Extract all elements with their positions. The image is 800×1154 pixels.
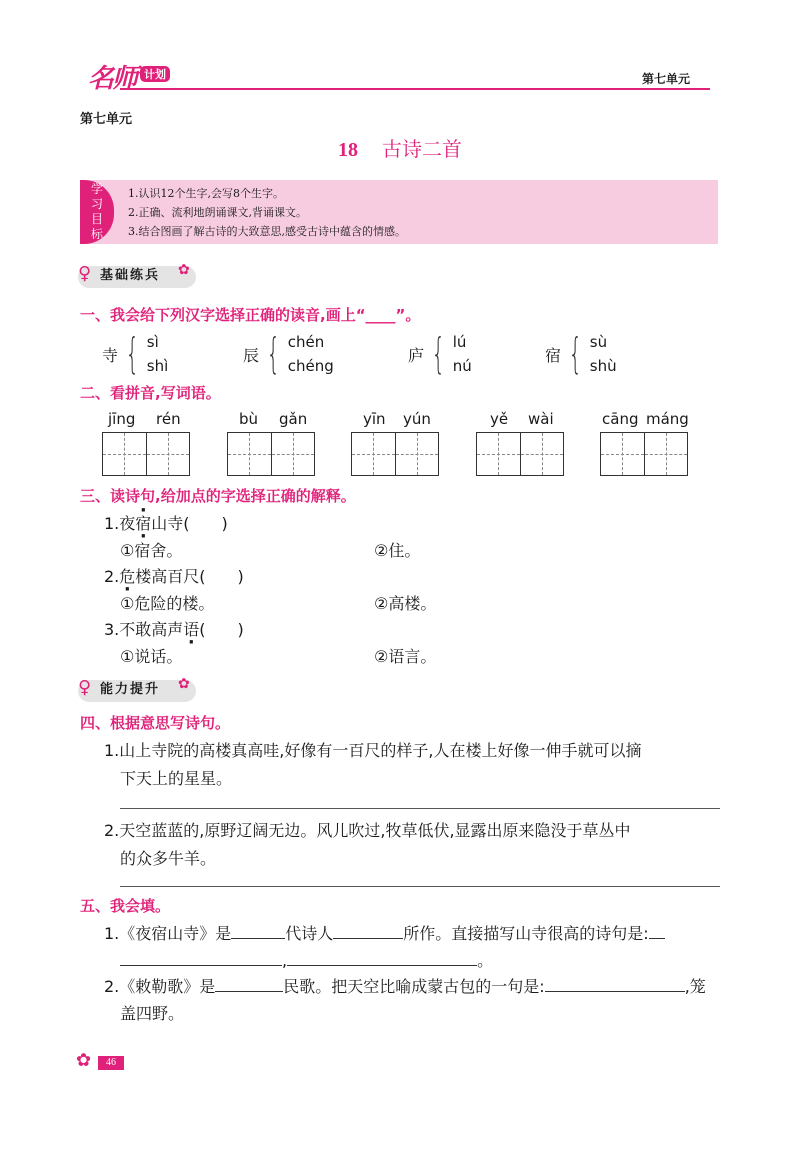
q3-text: ( ) — [199, 620, 244, 639]
q3-item — [104, 511, 228, 534]
brace-icon: { — [266, 329, 281, 378]
writing-grid[interactable] — [476, 432, 564, 476]
flower-icon: ✿ — [178, 676, 190, 692]
unit-label: 第七单元 — [80, 112, 133, 127]
pinyin: yīn — [363, 410, 386, 428]
writing-grid[interactable] — [351, 432, 439, 476]
q5-line: 盖四野。 — [120, 1004, 185, 1023]
q4-text: 1.山上寺院的高楼真高哇,好像有一百尺的样子,人在楼上好像一伸手就可以摘 — [104, 741, 642, 760]
q1-title: 一、我会给下列汉字选择正确的读音,画上“____”。 — [80, 306, 421, 324]
pinyin-option[interactable]: sì — [146, 333, 159, 351]
q5-text: , — [282, 951, 288, 970]
fill-blank[interactable] — [545, 975, 685, 992]
q5-line — [104, 974, 706, 997]
goals-badge-char: 学 — [90, 182, 103, 196]
pinyin-option[interactable]: nú — [452, 357, 472, 375]
goals-badge — [80, 180, 114, 244]
header-rule — [120, 88, 710, 90]
q1-group — [102, 330, 168, 378]
brace-icon: { — [568, 329, 583, 378]
q5-text: 民歌。把天空比喻成蒙古包的一句是: — [283, 977, 545, 996]
q5-title: 五、我会填。 — [80, 897, 171, 915]
q3-option[interactable]: ②高楼。 — [374, 594, 437, 613]
dotted-char: 宿 — [135, 514, 152, 533]
q3-item — [104, 617, 244, 640]
goal-item: 2.正确、流利地朗诵课文,背诵课文。 — [128, 206, 307, 219]
q2-title: 二、看拼音,写词语。 — [80, 384, 221, 402]
q3-option[interactable]: ①说话。 — [120, 647, 183, 666]
goals-badge-char: 标 — [90, 227, 103, 241]
pinyin: jīng — [108, 410, 136, 428]
pinyin: yún — [403, 410, 431, 428]
q1-char: 庐 — [408, 345, 425, 365]
logo-sub: 计划 — [140, 66, 170, 82]
q1-char: 寺 — [102, 345, 119, 365]
brace-icon: { — [431, 329, 446, 378]
q1-group — [243, 330, 334, 378]
fill-blank[interactable] — [231, 922, 285, 939]
girl-icon: ♀ — [78, 263, 92, 284]
q2-word — [227, 410, 317, 478]
writing-grid[interactable] — [227, 432, 315, 476]
q3-option[interactable]: ②语言。 — [374, 647, 437, 666]
lesson-name: 古诗二首 — [382, 137, 462, 161]
goals-list — [128, 184, 406, 241]
q5-line — [120, 948, 493, 971]
fill-blank[interactable] — [649, 922, 665, 939]
fill-blank[interactable] — [287, 949, 477, 966]
pinyin-option[interactable]: shì — [146, 357, 169, 375]
lesson-number: 18 — [338, 139, 358, 161]
writing-grid[interactable] — [102, 432, 190, 476]
pinyin: rén — [156, 410, 181, 428]
q4-title: 四、根据意思写诗句。 — [80, 714, 231, 732]
q3-item — [104, 564, 244, 587]
q5-text: 1.《夜宿山寺》是 — [104, 924, 232, 943]
header-unit: 第七单元 — [641, 72, 690, 86]
q5-text: ,笼 — [684, 977, 706, 996]
goal-item: 1.认识12个生字,会写8个生字。 — [128, 187, 284, 200]
q3-title: 三、读诗句,给加点的字选择正确的解释。 — [80, 487, 356, 505]
badge-text: 基础练兵 — [100, 268, 161, 283]
q1-group — [408, 330, 472, 378]
pinyin-option[interactable]: chéng — [287, 357, 334, 375]
q5-text: 所作。直接描写山寺很高的诗句是: — [403, 924, 649, 943]
writing-grid[interactable] — [600, 432, 688, 476]
pinyin-option[interactable]: lú — [452, 333, 467, 351]
fill-blank[interactable] — [215, 975, 283, 992]
lesson-title — [0, 133, 800, 162]
q4-text: 的众多牛羊。 — [120, 849, 217, 868]
q3-option[interactable]: ①危险的楼。 — [120, 594, 215, 613]
pinyin: yě — [490, 410, 509, 428]
q5-text: 代诗人 — [285, 924, 334, 943]
q3-text: 1.夜 — [104, 514, 136, 533]
q1-group — [545, 330, 617, 378]
flower-icon: ✿ — [178, 262, 190, 278]
q5-text: 2.《敕勒歌》是 — [104, 977, 216, 996]
pinyin: máng — [646, 410, 689, 428]
q1-char: 宿 — [545, 345, 562, 365]
pinyin: gǎn — [279, 410, 308, 428]
advanced-badge — [78, 676, 208, 702]
q2-word — [600, 410, 690, 478]
answer-line[interactable] — [120, 808, 720, 809]
dotted-char: 危 — [119, 567, 136, 586]
q2-word — [476, 410, 566, 478]
pinyin-option[interactable]: sù — [589, 333, 608, 351]
q3-text: 3.不敢高声 — [104, 620, 184, 639]
q3-option[interactable]: ①宿舍。 — [120, 541, 183, 560]
logo-text: 名师 — [88, 64, 137, 94]
q5-line — [104, 921, 665, 944]
q2-word — [351, 410, 441, 478]
girl-icon: ♀ — [78, 677, 92, 698]
pinyin: bù — [239, 410, 259, 428]
q5-text: 。 — [477, 951, 494, 970]
dotted-char: 语 — [183, 620, 200, 639]
fill-blank[interactable] — [120, 949, 282, 966]
q4-text: 2.天空蓝蓝的,原野辽阔无边。风儿吹过,牧草低伏,显露出原来隐没于草丛中 — [104, 821, 631, 840]
pinyin: wài — [528, 410, 554, 428]
page-number: 46 — [98, 1056, 124, 1070]
brace-icon: { — [125, 329, 140, 378]
q3-text: 2. — [104, 567, 120, 586]
pinyin: cāng — [602, 410, 639, 428]
pinyin-option[interactable]: shù — [589, 357, 617, 375]
q3-text: 楼高百尺( ) — [135, 567, 244, 586]
goal-item: 3.结合图画了解古诗的大致意思,感受古诗中蕴含的情感。 — [128, 225, 406, 238]
goals-badge-char: 习 — [90, 197, 103, 211]
q3-option[interactable]: ②住。 — [374, 541, 421, 560]
q2-word — [102, 410, 192, 478]
answer-line[interactable] — [120, 886, 720, 887]
q4-text: 下天上的星星。 — [120, 769, 233, 788]
pinyin-option[interactable]: chén — [287, 333, 325, 351]
badge-text: 能力提升 — [100, 682, 161, 697]
goals-badge-char: 目 — [90, 212, 103, 226]
girl-icon: ✿ — [76, 1050, 92, 1071]
q3-text: 山寺( ) — [151, 514, 228, 533]
fill-blank[interactable] — [333, 922, 403, 939]
q1-char: 辰 — [243, 345, 260, 365]
basic-badge — [78, 262, 208, 288]
